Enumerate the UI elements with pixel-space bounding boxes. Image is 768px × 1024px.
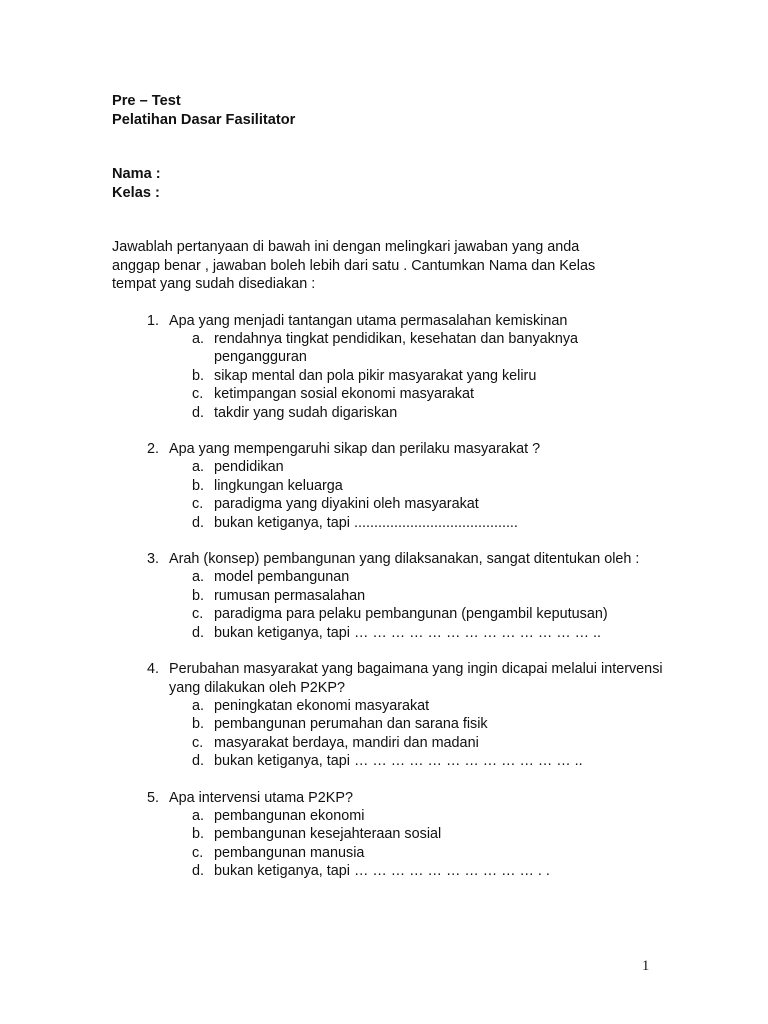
option-label: d. <box>192 404 205 421</box>
option-text: paradigma yang diyakini oleh masyarakat <box>214 496 479 513</box>
option-b <box>192 587 672 605</box>
option-text: paradigma para pelaku pembangunan (pengambil keputusan) <box>214 606 608 623</box>
option-b <box>192 367 672 385</box>
instruction-line: Jawablah pertanyaan di bawah ini dengan melingkari jawaban yang anda <box>112 239 580 256</box>
option-label: c. <box>192 496 204 513</box>
option-text: bukan ketiganya, tapi … … … … … … … … … … … … … .. <box>214 624 602 641</box>
option-label: d. <box>192 863 205 880</box>
option-label: a. <box>192 807 205 824</box>
option-b <box>192 715 672 733</box>
option-text: pembangunan perumahan dan sarana fisik <box>214 716 488 733</box>
option-b <box>192 477 672 495</box>
option-label: b. <box>192 716 205 733</box>
field-kelas-label: Kelas : <box>112 184 160 201</box>
doc-title: Pre – Test <box>112 93 181 109</box>
option-text: takdir yang sudah digariskan <box>214 404 398 421</box>
question-number: 5. <box>147 789 160 806</box>
option-label: b. <box>192 477 205 494</box>
option-text: pembangunan kesejahteraan sosial <box>214 826 442 843</box>
identity-fields <box>112 165 672 202</box>
option-c <box>192 844 672 862</box>
option-text: bukan ketiganya, tapi … … … … … … … … … … … … .. <box>214 753 583 770</box>
question-5 <box>112 789 672 881</box>
doc-subtitle: Pelatihan Dasar Fasilitator <box>112 111 296 128</box>
question-text: Perubahan masyarakat yang bagaimana yang ingin dicapai melalui intervensi yang dilakukan oleh P2KP? <box>169 661 663 696</box>
option-a <box>192 807 672 825</box>
option-b <box>192 825 672 843</box>
option-text: rendahnya tingkat pendidikan, kesehatan dan banyaknya pengangguran <box>214 331 579 366</box>
option-text: bukan ketiganya, tapi ......................................... <box>214 514 518 531</box>
option-label: c. <box>192 734 204 751</box>
option-c <box>192 734 672 752</box>
question-4 <box>112 660 672 770</box>
question-text: Apa yang mempengaruhi sikap dan perilaku masyarakat ? <box>169 441 541 458</box>
option-label: b. <box>192 367 205 384</box>
document-page <box>112 92 672 899</box>
instruction-line: tempat yang sudah disediakan : <box>112 276 316 293</box>
option-d <box>192 624 672 642</box>
option-label: d. <box>192 753 205 770</box>
question-2 <box>112 440 672 532</box>
option-a <box>192 568 672 586</box>
question-number: 1. <box>147 312 160 329</box>
question-number: 3. <box>147 551 160 568</box>
option-text: pembangunan manusia <box>214 844 365 861</box>
question-number: 4. <box>147 661 160 678</box>
option-a <box>192 458 672 476</box>
option-label: d. <box>192 624 205 641</box>
option-c <box>192 605 672 623</box>
option-text: ketimpangan sosial ekonomi masyarakat <box>214 386 474 403</box>
option-label: b. <box>192 587 205 604</box>
option-label: a. <box>192 697 205 714</box>
question-3 <box>112 550 672 642</box>
option-c <box>192 495 672 513</box>
option-d <box>192 862 672 880</box>
option-text: sikap mental dan pola pikir masyarakat yang keliru <box>214 367 537 384</box>
question-text: Apa yang menjadi tantangan utama permasalahan kemiskinan <box>169 312 568 329</box>
option-label: a. <box>192 459 205 476</box>
option-label: c. <box>192 606 204 623</box>
option-label: d. <box>192 514 205 531</box>
option-d <box>192 404 672 422</box>
option-label: c. <box>192 844 204 861</box>
option-d <box>192 752 672 770</box>
field-nama-label: Nama : <box>112 166 161 183</box>
option-text: pembangunan ekonomi <box>214 807 365 824</box>
option-a <box>192 330 672 367</box>
instructions <box>112 238 672 293</box>
option-a <box>192 697 672 715</box>
question-text: Apa intervensi utama P2KP? <box>169 789 353 806</box>
question-1 <box>112 312 672 422</box>
question-number: 2. <box>147 441 160 458</box>
option-d <box>192 514 672 532</box>
question-text: Arah (konsep) pembangunan yang dilaksanakan, sangat ditentukan oleh : <box>169 551 640 568</box>
option-text: peningkatan ekonomi masyarakat <box>214 697 430 714</box>
instruction-line: anggap benar , jawaban boleh lebih dari satu . Cantumkan Nama dan Kelas <box>112 257 596 274</box>
option-label: b. <box>192 826 205 843</box>
option-label: a. <box>192 331 205 347</box>
title-block <box>112 92 672 129</box>
option-text: bukan ketiganya, tapi … … … … … … … … … … . . <box>214 863 550 880</box>
option-text: masyarakat berdaya, mandiri dan madani <box>214 734 479 751</box>
option-c <box>192 385 672 403</box>
option-text: rumusan permasalahan <box>214 587 366 604</box>
option-label: c. <box>192 386 204 403</box>
option-text: model pembangunan <box>214 569 350 586</box>
option-text: lingkungan keluarga <box>214 477 343 494</box>
option-text: pendidikan <box>214 459 284 476</box>
option-label: a. <box>192 569 205 586</box>
page-number: 1 <box>642 958 650 974</box>
